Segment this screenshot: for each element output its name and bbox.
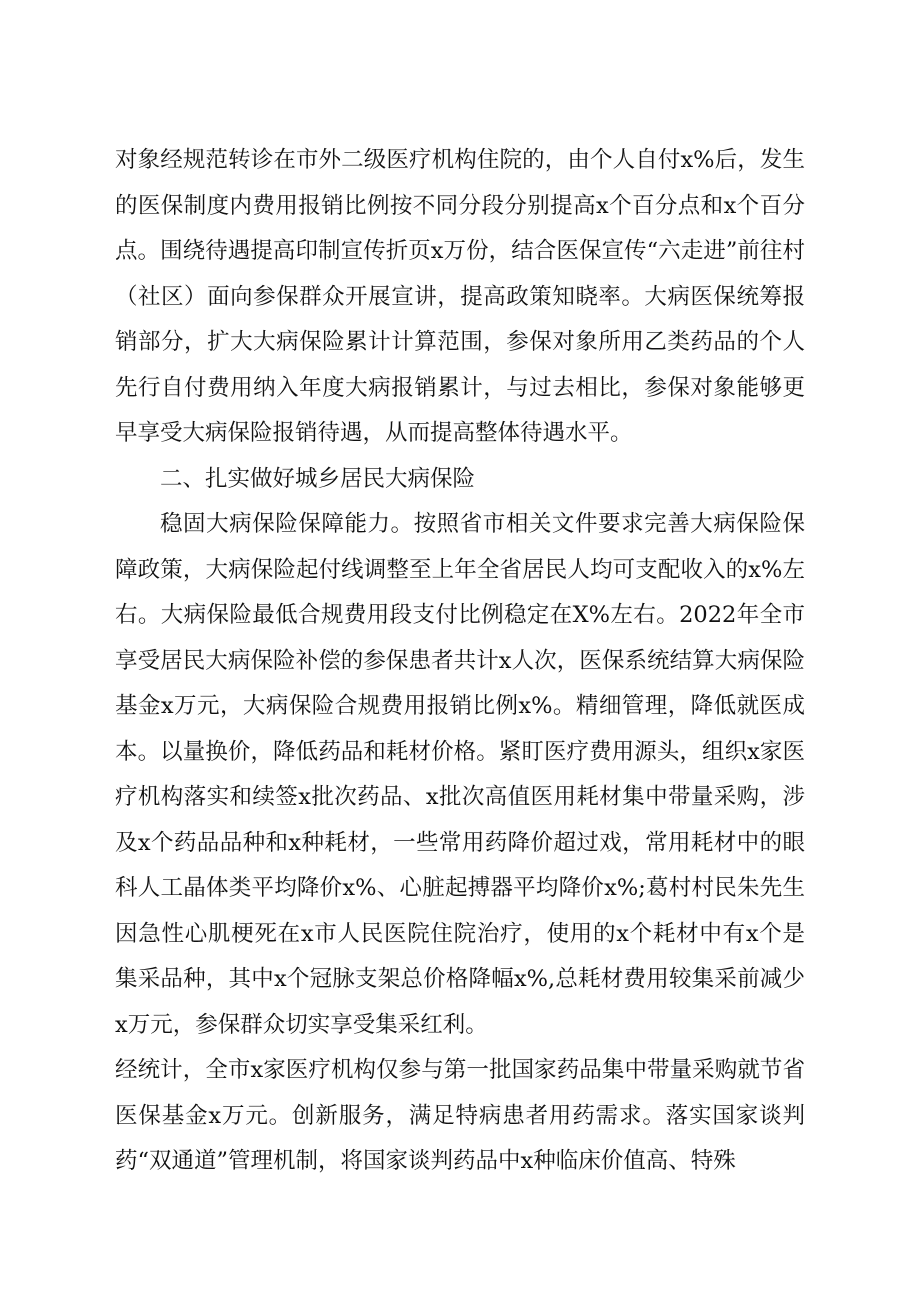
section-heading: 二、扎实做好城乡居民大病保险 [160, 465, 476, 492]
body-paragraph-3: 经统计，全市x家医疗机构仅参与第一批国家药品集中带量采购就节省医保基金x万元。创新服务，满足特病患者用药需求。落实国家谈判药“双通道”管理机制，将国家谈判药品中x种临床价值高、特殊 [115, 1057, 805, 1174]
body-paragraph-2: 稳固大病保险保障能力。按照省市相关文件要求完善大病保险保障政策，大病保险起付线调整至上年全省居民人均可支配收入的x%左右。大病保险最低合规费用段支付比例稳定在X%左右。2022年全市享受居民大病保险补偿的参保患者共计x人次，医保系统结算大病保险基金x万元，大病保险合规费用报销比例x%。精细管理，降低就医成本。以量换价，降低药品和耗材价格。紧盯医疗费用源头，组织x家医疗机构落实和续签x批次药品、x批次高值医用耗材集中带量采购，涉及x个药品品种和x种耗材，一些常用药降价超过戏，常用耗材中的眼科人工晶体类平均降价x%、心脏起搏器平均降价x%;葛村村民朱先生因急性心肌梗死在x市人民医院住院治疗，使用的x个耗材中有x个是集采品种，其中x个冠脉支架总价格降幅x%,总耗材费用较集采前减少x万元，参保群众切实享受集采红利。 [115, 511, 805, 1038]
body-paragraph-1: 对象经规范转诊在市外二级医疗机构住院的，由个人自付x%后，发生的医保制度内费用报销比例按不同分段分别提高x个百分点和x个百分点。围绕待遇提高印制宣传折页x万份，结合医保宣传“六走进”前往村（社区）面向参保群众开展宣讲，提高政策知晓率。大病医保统筹报销部分，扩大大病保险累计计算范围，参保对象所用乙类药品的个人先行自付费用纳入年度大病报销累计，与过去相比，参保对象能够更早享受大病保险报销待遇，从而提高整体待遇水平。 [115, 147, 805, 446]
document-body [115, 138, 805, 1185]
